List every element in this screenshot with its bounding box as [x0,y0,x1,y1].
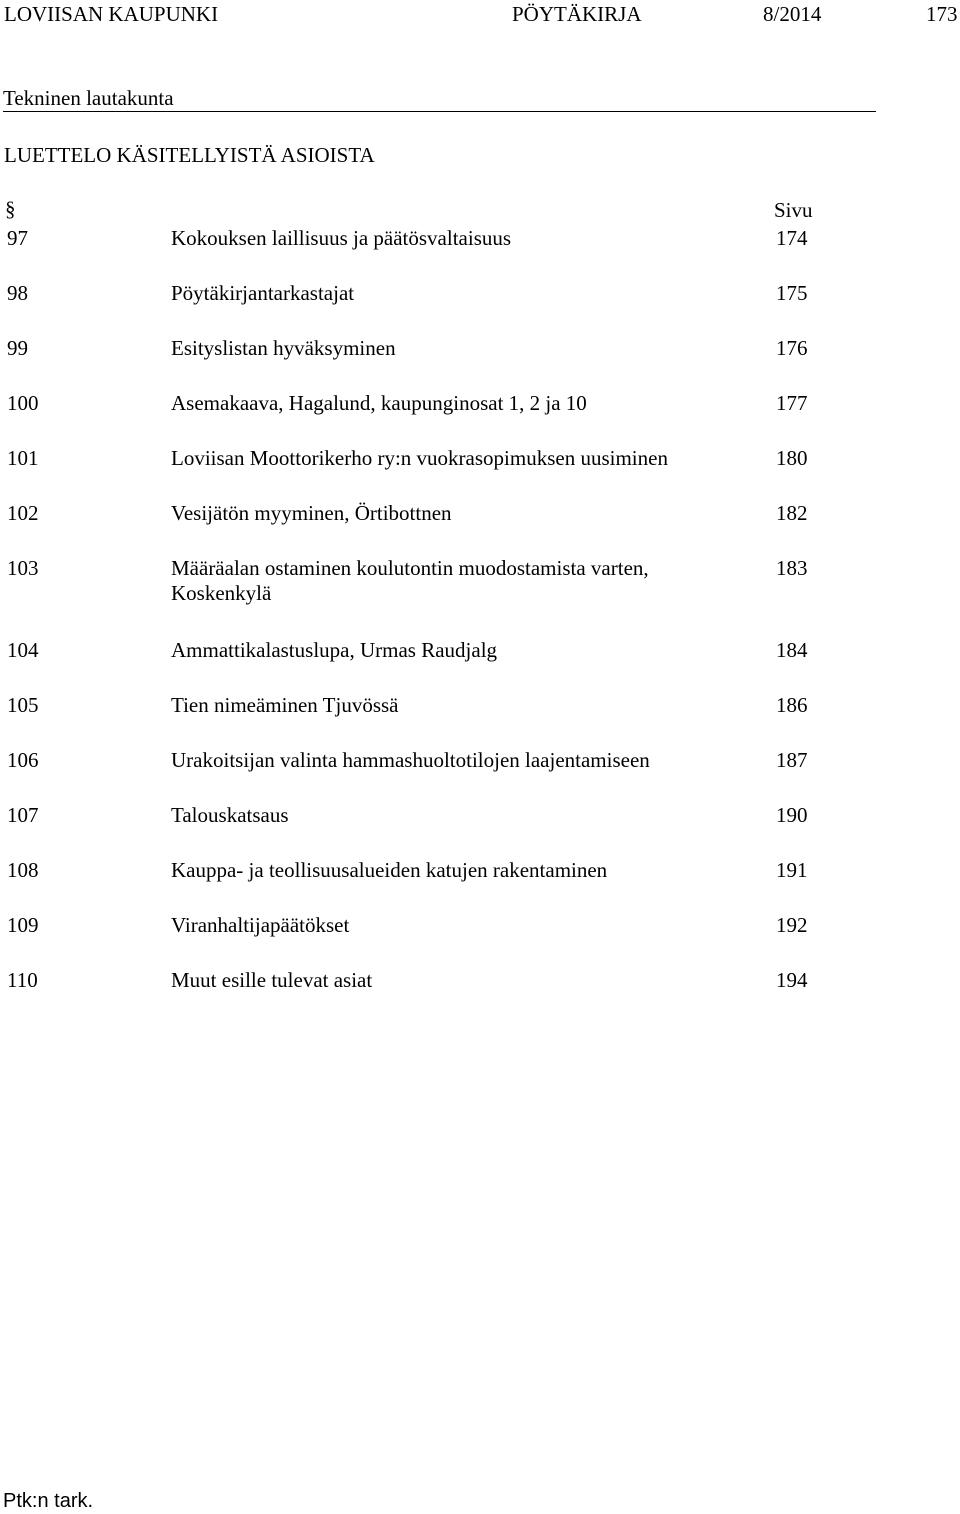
item-number: 109 [7,913,39,937]
item-page: 177 [776,391,808,415]
item-title: Tien nimeäminen Tjuvössä [171,693,399,717]
board-name: Tekninen lautakunta [3,86,876,112]
item-page: 186 [776,693,808,717]
item-title: Vesijätön myyminen, Örtibottnen [171,501,452,525]
header-city: LOVIISAN KAUPUNKI [4,2,219,26]
item-page: 183 [776,556,808,580]
item-page: 192 [776,913,808,937]
item-title: Viranhaltijapäätökset [171,913,350,937]
item-page: 194 [776,968,808,992]
item-page: 187 [776,748,808,772]
item-title: Kokouksen laillisuus ja päätösvaltaisuus [171,226,512,250]
section-column-header: § [5,197,16,221]
item-title: Urakoitsijan valinta hammashuoltotilojen laajentamiseen [171,748,650,772]
item-title: Kauppa- ja teollisuusalueiden katujen rakentaminen [171,858,608,882]
item-title: Loviisan Moottorikerho ry:n vuokrasopimuksen uusiminen [171,446,668,470]
item-page: 175 [776,281,808,305]
item-number: 110 [7,968,38,992]
item-number: 98 [7,281,28,305]
page-column-header: Sivu [774,198,813,222]
item-number: 105 [7,693,39,717]
item-page: 184 [776,638,808,662]
item-number: 99 [7,336,28,360]
item-number: 100 [7,391,39,415]
item-number: 104 [7,638,39,662]
list-title: LUETTELO KÄSITELLYISTÄ ASIOISTA [4,143,375,167]
item-title: Pöytäkirjantarkastajat [171,281,355,305]
item-title: Määräalan ostaminen koulutontin muodostamista varten, Koskenkylä [171,556,649,606]
item-page: 174 [776,226,808,250]
item-page: 180 [776,446,808,470]
item-number: 102 [7,501,39,525]
header-document-number: 8/2014 [763,2,822,26]
item-page: 191 [776,858,808,882]
header-document-type: PÖYTÄKIRJA [512,2,642,26]
item-number: 97 [7,226,28,250]
header-page-number: 173 [926,2,958,26]
item-title: Muut esille tulevat asiat [171,968,373,992]
item-number: 101 [7,446,39,470]
item-title: Esityslistan hyväksyminen [171,336,396,360]
item-title: Ammattikalastuslupa, Urmas Raudjalg [171,638,498,662]
item-title: Talouskatsaus [171,803,289,827]
footer-initials-label: Ptk:n tark. [3,1490,94,1512]
item-number: 103 [7,556,39,580]
item-number: 107 [7,803,39,827]
item-number: 106 [7,748,39,772]
item-page: 190 [776,803,808,827]
item-page: 182 [776,501,808,525]
item-title: Asemakaava, Hagalund, kaupunginosat 1, 2 ja 10 [171,391,587,415]
item-page: 176 [776,336,808,360]
item-number: 108 [7,858,39,882]
